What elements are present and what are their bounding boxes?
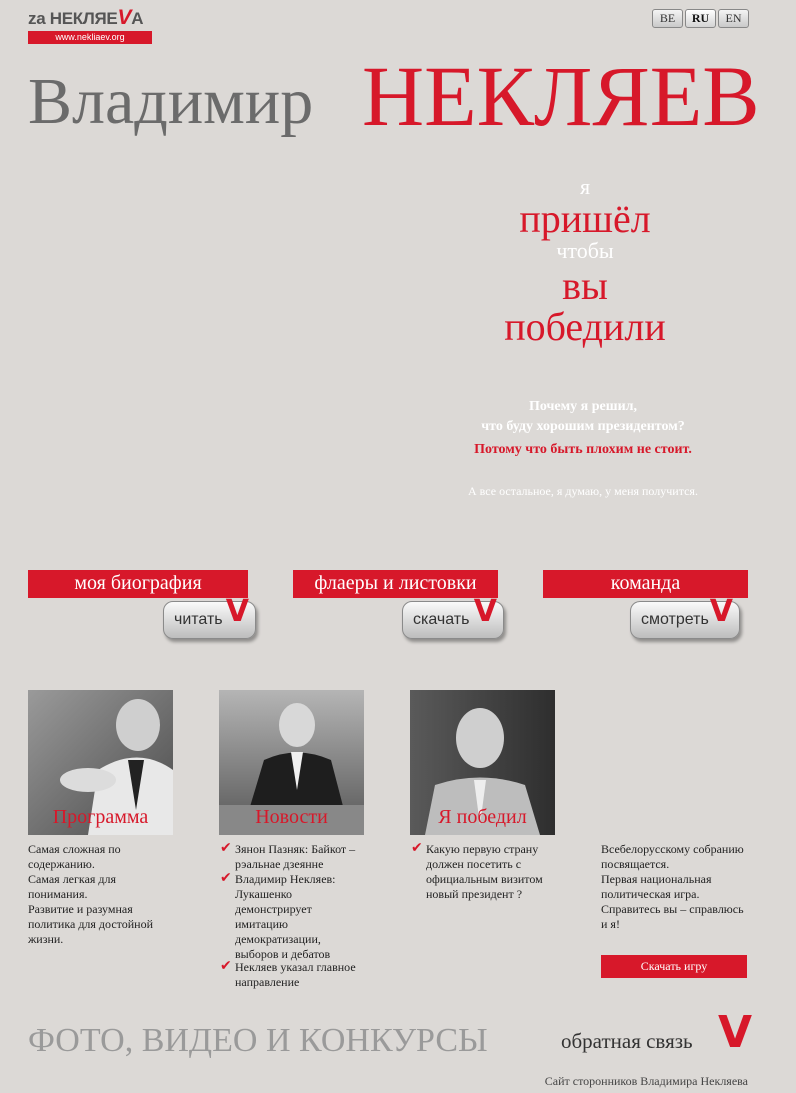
team-bar[interactable]: команда	[543, 570, 748, 598]
slogan-line-4: вы	[562, 263, 608, 308]
read-button-label: читать	[174, 611, 223, 628]
quote-line-2: что буду хорошим президентом?	[481, 419, 685, 434]
logo-url: www.nekliaev.org	[28, 31, 152, 44]
news-item-text: Владимир Некляев: Лукашенко демонстрирует имитацию демократизации, выборов и дебатов	[235, 872, 336, 961]
program-caption: Программа	[52, 806, 149, 828]
check-icon: ✔	[220, 958, 232, 974]
program-photo[interactable]	[28, 690, 173, 835]
game-text-line: Первая национальная политическая игра.	[601, 872, 712, 901]
news-item-text: Некляев указал главное направление	[235, 960, 356, 989]
poll-question-text: Какую первую страну должен посетить с официальным визитом новый президент ?	[426, 842, 543, 901]
flyers-bar[interactable]: флаеры и листовки	[293, 570, 498, 598]
checkmark-icon: V	[709, 594, 733, 629]
victory-caption: Я победил	[438, 806, 527, 828]
checkmark-icon: V	[718, 1007, 753, 1058]
game-description	[601, 842, 751, 932]
poll-question[interactable]	[411, 842, 561, 902]
photo-video-link[interactable]: ФОТО, ВИДЕО И КОНКУРСЫ	[28, 1022, 488, 1059]
program-text-line: Самая сложная по содержанию.	[28, 842, 121, 871]
victory-photo[interactable]	[410, 690, 555, 835]
program-text-line: Развитие и разумная политика для достойной жизни.	[28, 902, 154, 946]
slogan-line-2: пришёл	[519, 196, 651, 241]
quote-line-1: Почему я решил,	[529, 399, 637, 414]
slogan-line-3: чтобы	[556, 238, 614, 263]
news-item[interactable]	[220, 842, 360, 872]
check-icon: ✔	[220, 870, 232, 886]
feedback-link[interactable]: обратная связь	[561, 1029, 693, 1053]
biography-bar[interactable]: моя биография	[28, 570, 248, 598]
lang-en-button[interactable]: EN	[718, 9, 749, 28]
news-photo[interactable]	[219, 690, 364, 835]
news-item-text: Зянон Пазняк: Байкот – рэальнае дзеянне	[235, 842, 356, 871]
quote-answer: Потому что быть плохим не стоит.	[474, 442, 692, 457]
download-button-label: скачать	[413, 611, 470, 628]
last-name-heading: НЕКЛЯЕВ	[362, 48, 760, 144]
program-text-line: Самая легкая для понимания.	[28, 872, 117, 901]
check-icon: ✔	[411, 840, 423, 856]
footer-supporters-text: Сайт сторонников Владимира Некляева	[544, 1074, 748, 1088]
checkmark-icon: V	[473, 594, 497, 629]
download-game-button[interactable]: Скачать игру	[601, 955, 747, 978]
check-icon: ✔	[220, 840, 232, 856]
first-name-heading: Владимир	[28, 65, 314, 138]
download-button[interactable]	[402, 594, 504, 639]
logo-wordmark: za НЕКЛЯЕVA	[28, 6, 144, 29]
site-logo[interactable]	[28, 8, 154, 48]
view-button-label: смотреть	[641, 611, 709, 628]
quote-note: А все остальное, я думаю, у меня получится.	[468, 484, 698, 498]
checkmark-icon: V	[225, 594, 249, 629]
game-text-line: Справитесь вы – справлюсь и я!	[601, 902, 744, 931]
game-text-line: Всебелорусскому собранию посвящается.	[601, 842, 744, 871]
slogan-line-1: я	[579, 174, 591, 199]
read-button[interactable]	[163, 594, 256, 639]
news-item[interactable]	[220, 872, 360, 962]
lang-be-button[interactable]: BE	[652, 9, 683, 28]
program-description	[28, 842, 158, 947]
view-button[interactable]	[630, 594, 740, 639]
lang-ru-button[interactable]: RU	[685, 9, 716, 28]
news-caption: Новости	[255, 806, 328, 828]
news-item[interactable]	[220, 960, 360, 990]
slogan-line-5: победили	[504, 304, 666, 349]
